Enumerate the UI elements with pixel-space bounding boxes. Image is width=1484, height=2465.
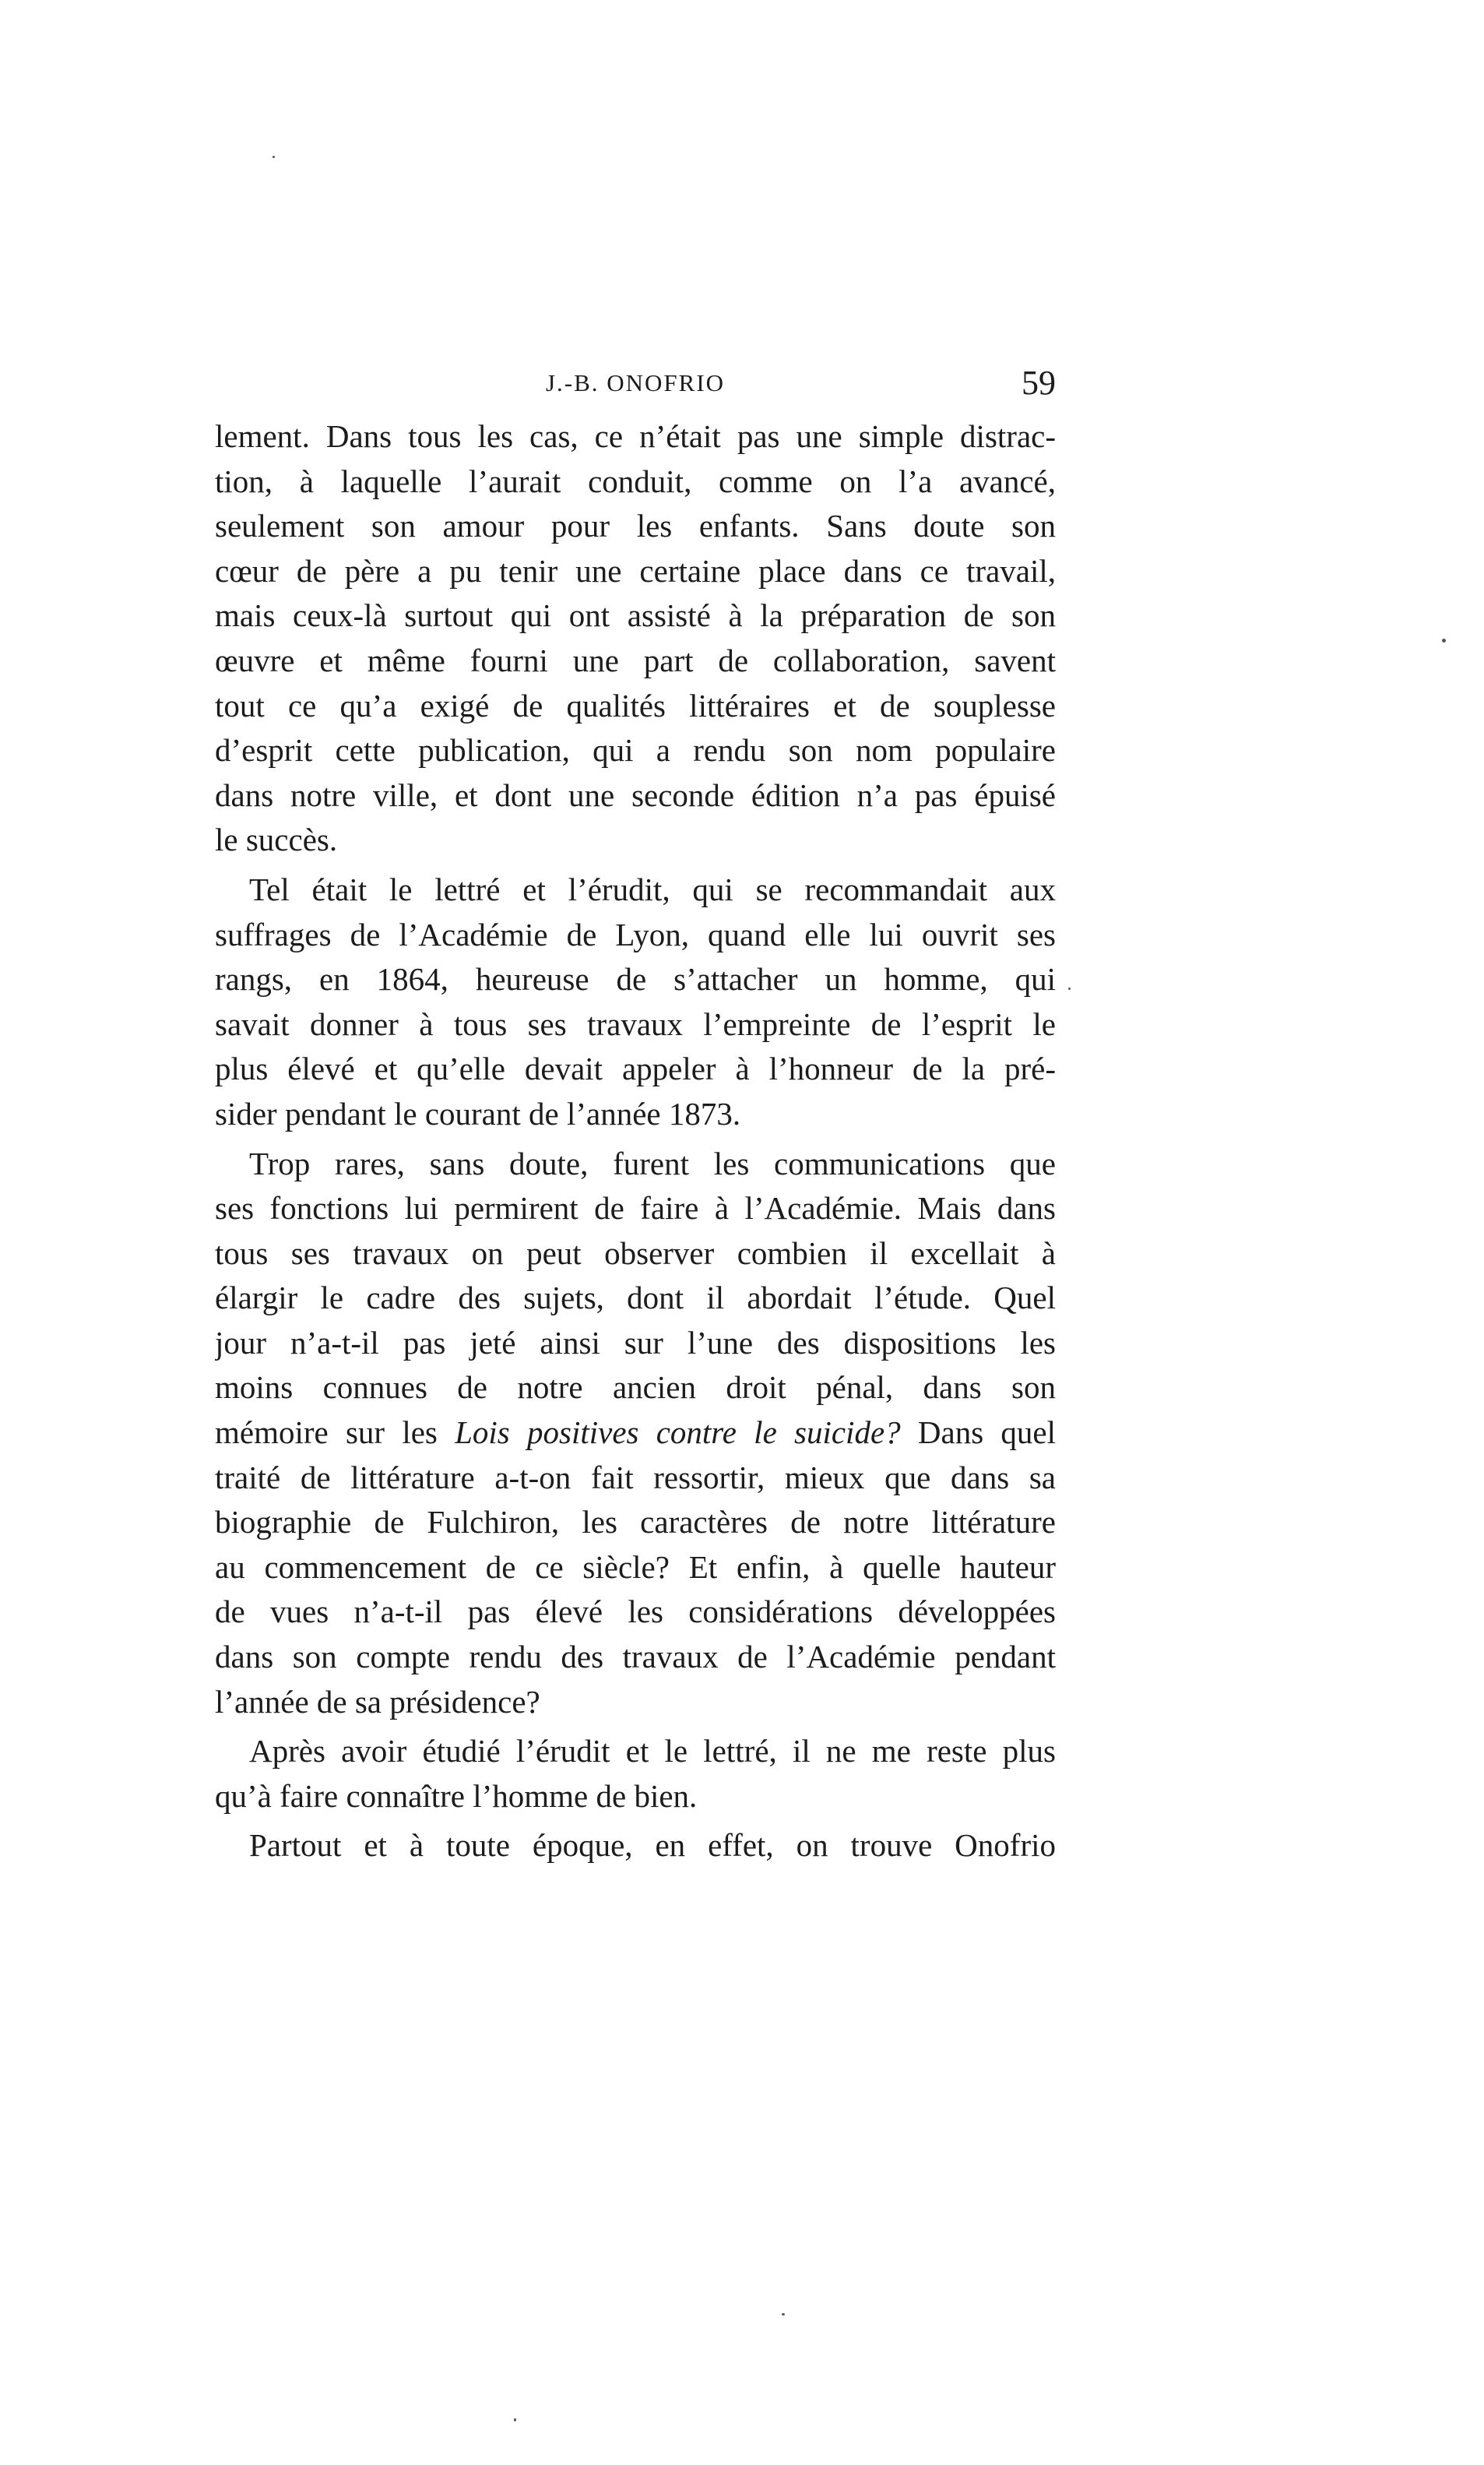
text-line: lement. Dans tous les cas, ce n’était pas une simple distrac- [215, 418, 1056, 454]
scan-speck [782, 2313, 785, 2315]
text-line: d’esprit cette publication, qui a rendu son nom populaire [215, 732, 1056, 769]
text-line: Partout et à toute époque, en effet, on trouve Onofrio [249, 1827, 1056, 1864]
text-line: dans notre ville, et dont une seconde édition n’a pas épuisé [215, 776, 1056, 813]
text-line-with-italic-title [215, 1410, 1056, 1456]
text-line: biographie de Fulchiron, les caractères de notre littérature [215, 1504, 1056, 1541]
text-line: traité de littérature a-t-on fait ressortir, mieux que dans sa [215, 1459, 1056, 1495]
body-text [215, 414, 1056, 1868]
text-line: seulement son amour pour les enfants. Sans doute son [215, 508, 1056, 544]
text-segment: mémoire sur les [215, 1414, 455, 1451]
page-number: 59 [1022, 364, 1056, 402]
text-line: tout ce qu’a exigé de qualités littéraires et de souplesse [215, 687, 1056, 724]
text-line: de vues n’a-t-il pas élevé les considérations développées [215, 1593, 1056, 1630]
text-line: Trop rares, sans doute, furent les communications que [249, 1145, 1056, 1181]
text-line: savait donner à tous ses travaux l’empreinte de l’esprit le [215, 1005, 1056, 1042]
text-line: tion, à laquelle l’aurait conduit, comme on l’a avancé, [215, 463, 1056, 499]
text-line: dans son compte rendu des travaux de l’Académie pendant [215, 1639, 1056, 1675]
text-segment: Dans quel [900, 1414, 1056, 1451]
text-line: le succès. [215, 822, 338, 858]
text-line: œuvre et même fourni une part de collaboration, savent [215, 642, 1056, 678]
text-line: tous ses travaux on peut observer combien il excellait à [215, 1234, 1056, 1271]
text-line: rangs, en 1864, heureuse de s’attacher un homme, qui [215, 961, 1056, 998]
scan-speck [273, 156, 275, 158]
scan-speck [1442, 639, 1446, 643]
text-line: l’année de sa présidence? [215, 1683, 540, 1720]
text-line: mais ceux-là surtout qui ont assisté à la préparation de son [215, 597, 1056, 634]
text-line: ses fonctions lui permirent de faire à l’Académie. Mais dans [215, 1190, 1056, 1227]
text-line: élargir le cadre des sujets, dont il abordait l’étude. Quel [215, 1280, 1056, 1316]
text-line: qu’à faire connaître l’homme de bien. [215, 1777, 698, 1814]
running-title: J.-B. ONOFRIO [545, 369, 726, 396]
text-line: au commencement de ce siècle? Et enfin, à quelle hauteur [215, 1548, 1056, 1585]
text-line: moins connues de notre ancien droit pénal, dans son [215, 1369, 1056, 1406]
text-line: sider pendant le courant de l’année 1873. [215, 1095, 741, 1132]
text-line: cœur de père a pu tenir une certaine place dans ce travail, [215, 552, 1056, 589]
scan-speck [1068, 988, 1071, 990]
text-line: Tel était le lettré et l’érudit, qui se recommandait aux [249, 871, 1056, 907]
text-line: suffrages de l’Académie de Lyon, quand elle lui ouvrit ses [215, 916, 1056, 953]
text-line: plus élevé et qu’elle devait appeler à l’honneur de la pré- [215, 1051, 1056, 1087]
italic-work-title: Lois positives contre le suicide? [455, 1414, 901, 1451]
scan-speck [514, 2418, 516, 2421]
text-line: jour n’a-t-il pas jeté ainsi sur l’une des dispositions les [215, 1324, 1056, 1361]
running-head [215, 360, 1056, 407]
text-line: Après avoir étudié l’érudit et le lettré, il ne me reste plus [249, 1733, 1056, 1770]
